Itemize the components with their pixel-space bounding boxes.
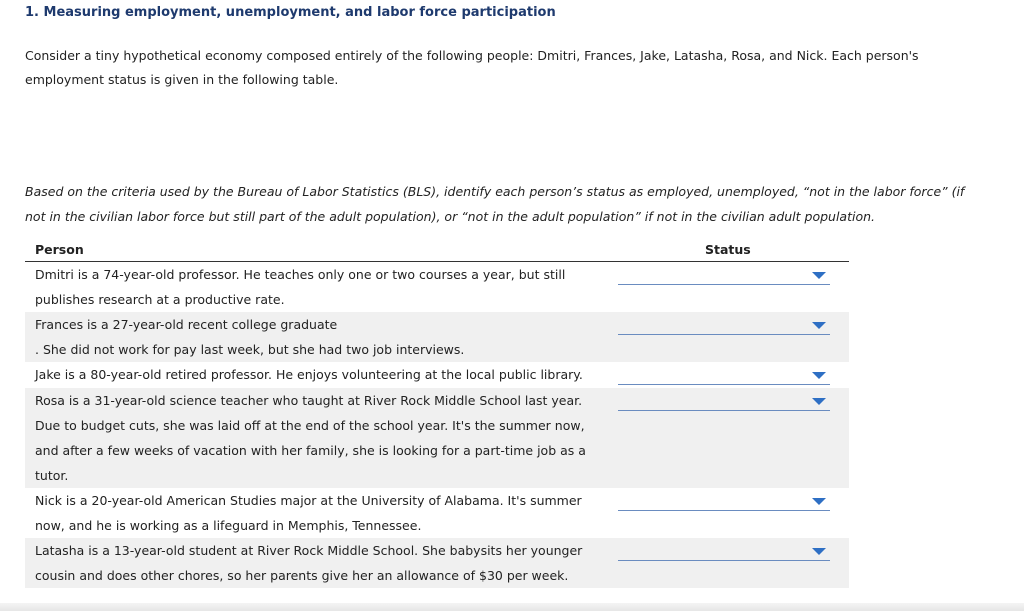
person-description-frances: [25, 312, 595, 362]
table-header: [25, 239, 849, 262]
status-table: [25, 239, 849, 588]
status-dropdown-rosa[interactable]: [618, 392, 830, 411]
bottom-edge: [0, 603, 1024, 611]
description-line: Frances is a 27-year-old recent college graduate: [35, 317, 338, 332]
caret-down-icon: [812, 322, 826, 329]
question-heading: 1. Measuring employment, unemployment, and labor force participation: [25, 5, 556, 20]
header-person: Person: [35, 242, 84, 257]
description-line: . She did not work for pay last week, but she had two job interviews.: [35, 342, 465, 357]
table-row: [25, 312, 849, 362]
caret-down-icon: [812, 498, 826, 505]
status-dropdown-latasha[interactable]: [618, 542, 830, 561]
caret-down-icon: [812, 272, 826, 279]
caret-down-icon: [812, 398, 826, 405]
table-row: [25, 538, 849, 588]
status-dropdown-frances[interactable]: [618, 316, 830, 335]
person-description-rosa: Rosa is a 31-year-old science teacher who taught at River Rock Middle School last year. Due to budget cuts, she was laid off at the end of the school year. It's the summer now, and after a few weeks of vacation with her family, she is looking for a part-time job as a tutor.: [35, 393, 586, 483]
person-description-nick: Nick is a 20-year-old American Studies major at the University of Alabama. It's summer now, and he is working as a lifeguard in Memphis, Tennessee.: [35, 493, 582, 533]
caret-down-icon: [812, 548, 826, 555]
status-dropdown-jake[interactable]: [618, 366, 830, 385]
instructions-paragraph: Based on the criteria used by the Bureau of Labor Statistics (BLS), identify each person’s status as employed, unemployed, “not in the labor force” (if not in the civilian labor force but still part of the adult population), or “not in the adult population” if not in the civilian adult population.: [25, 184, 965, 224]
table-row: [25, 262, 849, 312]
table-row: [25, 388, 849, 488]
table-row: [25, 488, 849, 538]
person-description-dmitri: Dmitri is a 74-year-old professor. He teaches only one or two courses a year, but still publishes research at a productive rate.: [35, 267, 566, 307]
status-dropdown-nick[interactable]: [618, 492, 830, 511]
caret-down-icon: [812, 372, 826, 379]
table-row: [25, 362, 849, 388]
intro-paragraph: Consider a tiny hypothetical economy composed entirely of the following people: Dmitri, Frances, Jake, Latasha, Rosa, and Nick. Each person's employment status is given in the following table.: [25, 48, 919, 87]
header-status: Status: [705, 242, 751, 257]
person-description-latasha: Latasha is a 13-year-old student at River Rock Middle School. She babysits her younger cousin and does other chores, so her parents give her an allowance of $30 per week.: [35, 543, 583, 583]
status-dropdown-dmitri[interactable]: [618, 266, 830, 285]
person-description-jake: Jake is a 80-year-old retired professor. He enjoys volunteering at the local public library.: [35, 367, 583, 382]
